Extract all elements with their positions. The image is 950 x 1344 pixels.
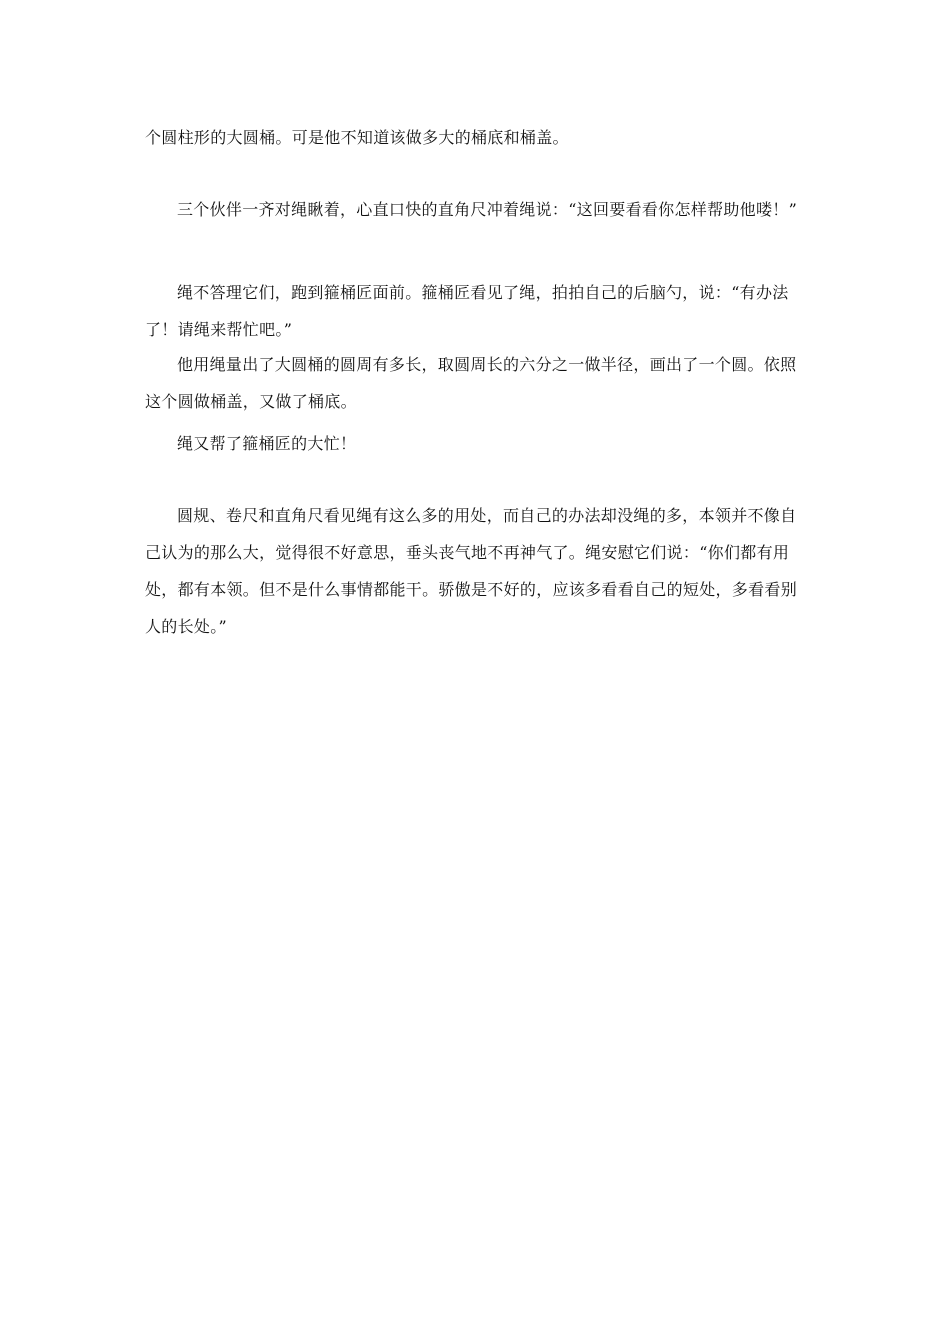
paragraph-moral [145,497,807,645]
paragraph-rope-helps [145,274,807,348]
paragraph-measure-circle [145,346,807,420]
paragraph-text: 他用绳量出了大圆桶的圆周有多长，取圆周长的六分之一做半径，画出了一个圆。依照这个圆做桶盖，又做了桶底。 [145,355,797,411]
paragraph-companions-stare [145,191,807,228]
paragraph-big-help [145,425,807,462]
paragraph-text: 个圆柱形的大圆桶。可是他不知道该做多大的桶底和桶盖。 [145,128,569,147]
paragraph-continuation [145,119,807,156]
paragraph-text: 三个伙伴一齐对绳瞅着，心直口快的直角尺冲着绳说：“这回要看看你怎样帮助他喽！” [177,200,798,219]
paragraph-text: 绳又帮了箍桶匠的大忙！ [177,434,357,453]
paragraph-text: 绳不答理它们，跑到箍桶匠面前。箍桶匠看见了绳，拍拍自己的后脑勺，说：“有办法了！请绳来帮忙吧。” [145,283,789,339]
paragraph-text: 圆规、卷尺和直角尺看见绳有这么多的用处，而自己的办法却没绳的多，本领并不像自己认为的那么大，觉得很不好意思，垂头丧气地不再神气了。绳安慰它们说：“你们都有用处，都有本领。但不是什么事情都能干。骄傲是不好的，应该多看看自己的短处，多看看别人的长处。” [145,506,798,636]
